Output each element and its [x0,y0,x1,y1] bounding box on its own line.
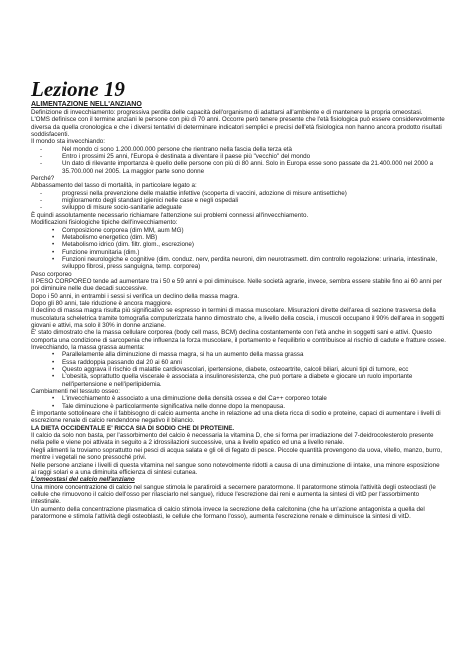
list-item: • Parallelamente alla diminuzione di massa magra, si ha un aumento della massa grassa [31,351,446,358]
list-item: • L'obesità, soprattutto quella viscerale è associata a insulinoresistenza, che può portare a diabete e giocare un ruolo importante nell'ipertensione e nell'iperlipidemia. [31,373,446,388]
calcium-homeostasis-heading: L'omeostasi del calcio nell'anziano [31,476,135,484]
calcitonin-paragraph: Un aumento della concentrazione plasmatica di calcio stimola invece la secrezione della calcitonina (che ha un'azione antagonista a quella del paratormone e stimola l'attività degli osteoblasti, le cellule che formano l'osso), aumenta l'escrezione renale e diminuisce la sintesi di vitD. [31,505,425,520]
list-item: • Metabolismo energetico (dim. MB) [31,234,446,241]
after-80-paragraph: Dopo gli 80 anni, tale riduzione è ancora maggiore. [31,299,173,307]
attention-paragraph: È quindi assolutamente necessario richiamare l'attenzione sui problemi connessi all'invecchiamento. [31,211,309,219]
definition-paragraph: Definizione di invecchiamento: progressiva perdita delle capacità dell'organismo di adattarsi all'ambiente e di mantenere la propria omeostasi. [31,109,423,116]
muscle-mass-paragraph: Il declino di massa magra risulta più significativo se espresso in termini di massa muscolare. Misurazioni dirette dell'area di sezione trasversa della muscolatura scheletrica tramite tomografia computerizzata hanno dimostrato che, a livello della coscia, i muscoli occupano il 90% dell'area in soggetti giovani e attivi, ma solo il 30% in donne anziane. [31,307,445,329]
western-diet-heading: LA DIETA OCCIDENTALE E' RICCA SIA DI SODIO CHE DI PROTEINE. [31,424,235,432]
list-item: • Composizione corporea (dim MM, aum MG) [31,227,446,234]
list-item: • Questo aggrava il rischio di malattie cardiovascolari, ipertensione, diabete, osteoartrite, calcoli biliari, alcuni tipi di tumore, ecc [31,366,446,373]
oms-paragraph: L'OMS definisce con il termine anziani le persone con più di 70 anni. Occorre però tenere presente che l'età fisiologica può essere considerevolmente diversa da quella cronologica e che i diversi tentativi di determinare indicatori semplici e precisi dell'età fisiologica non hanno ancora prodotto risultati soddisfacenti. [31,116,445,139]
lesson-title: Lezione 19 [31,77,125,101]
calcium-need-paragraph: È importante sottolineare che il fabbisogno di calcio aumenta anche in relazione ad una dieta ricca di sodio e proteine, capaci di aumentare i livelli di escrezione renale di calcio rendendone negativo il bilancio. [31,410,441,425]
modifications-intro: Modificazioni fisiologiche tipiche dell'invecchiamento: [31,219,178,227]
bone-changes-list [31,395,446,410]
parathormone-paragraph: Una minore concentrazione di calcio nel sangue stimola le paratiroidi a secernere paratormone. Il paratormone stimola l'attività degli osteoclasti (le cellule che rimuovono il calcio dell'osso per rilasciarlo nel sangue), riduce l'escrezione dai reni e aumenta la sintesi di vitD per l'assorbimento intestinale. [31,483,436,506]
list-item: - sviluppo di misure socio-sanitarie adeguate [31,204,446,211]
body-cell-mass-paragraph: E' stato dimostrato che la massa cellulare corporea (body cell mass, BCM) declina costantemente con l'età anche in soggetti sani e attivi. Questo comporta una condizione di sarcopenia che influenza la forza muscolare, il portamento e l'equilibrio e contribuisce al rischio di cadute e fratture ossee. [31,329,446,344]
fat-mass-intro: Invecchiando, la massa grassa aumenta: [31,344,145,351]
world-aging-intro: Il mondo sta invecchiando: [31,138,106,146]
mortality-list [31,190,446,212]
modifications-list [31,227,446,271]
list-item: • L'invecchiamento è associato a una diminuzione della densità ossea e del Ca++ corporeo totale [31,395,446,402]
world-aging-list [31,146,446,175]
elderly-levels-paragraph: Nelle persone anziane i livelli di questa vitamina nel sangue sono notevolmente ridotti a causa di una diminuzione di intake, una minore esposizione ai raggi solari e a una diminuita efficienza di sintesi cutanea. [31,461,440,476]
list-item: • Funzioni neurologiche e cognitive (dim. conduz. nerv, perdita neuroni, dim neurotrasmett. dim controllo regolazione: urinaria, intestinale, sviluppo fibrosi, press sanguigna, temp. corporea) [31,256,446,271]
section-heading: ALIMENTAZIONE NELL'ANZIANO [31,101,142,108]
list-item: - miglioramento degli standard igienici nelle case e negli ospedali [31,197,446,204]
bone-changes-intro: Cambiamenti nel tessuto osseo: [31,388,120,396]
list-item: - Nel mondo ci sono 1.200.000.000 persone che rientrano nella fascia della terza età [31,146,446,153]
list-item: • Tale diminuzione è particolarmente significativa nelle donne dopo la menopausa. [31,403,446,410]
mortality-intro: Abbassamento del tasso di mortalità, in particolare legato a: [31,182,197,190]
why-line: Perché? [31,175,55,183]
body-weight-paragraph: Il PESO CORPOREO tende ad aumentare tra i 50 e 59 anni e poi diminuisce. Nelle società agrarie, invece, sembra essere stabile fino ai 60 anni per poi diminuire nelle due decadi successive. [31,277,442,293]
list-item: - Un dato di rilevante importanza è quello delle persone con più di 80 anni. Solo in Europa esse sono passate da 21.400.000 nel 2000 a 35.700.000 nel 2005. La maggior parte sono donne [31,160,446,175]
food-sources-paragraph: Negli alimenti la troviamo soprattutto nei pesci di acqua salata e gli oli di fegato di pesce. Piccole quantità provengono da uova, vitello, manzo, burro, mentre i vegetali ne sono pressoché privi. [31,446,443,462]
body-weight-heading: Peso corporeo [31,270,72,278]
list-item: • Funzione immunitaria (dim.) [31,249,446,256]
vitamin-d-paragraph: Il calcio da solo non basta, per l'assorbimento del calcio è necessaria la vitamina D, che si forma per irradiazione del 7-deidrocolesterolo presente nella pelle e viene poi attivata in seguito a 2 idrossilazioni successive, una a livello epatico ed una a livello renale. [31,432,434,447]
list-item: - Entro i prossimi 25 anni, l'Europa è destinata a diventare il paese più "vecchio" del mondo [31,153,446,160]
lean-mass-paragraph: Dopo i 50 anni, in entrambi i sessi si verifica un declino della massa magra. [31,292,240,300]
fat-mass-list [31,351,446,388]
list-item: - progressi nella prevenzione delle malattie infettive (scoperta di vaccini, adozione di misure antisettiche) [31,190,446,197]
list-item: • Essa raddoppia passando dal 20 ai 60 anni [31,359,446,366]
list-item: • Metabolismo idrico (dim. filtr. glom., escrezione) [31,241,446,248]
